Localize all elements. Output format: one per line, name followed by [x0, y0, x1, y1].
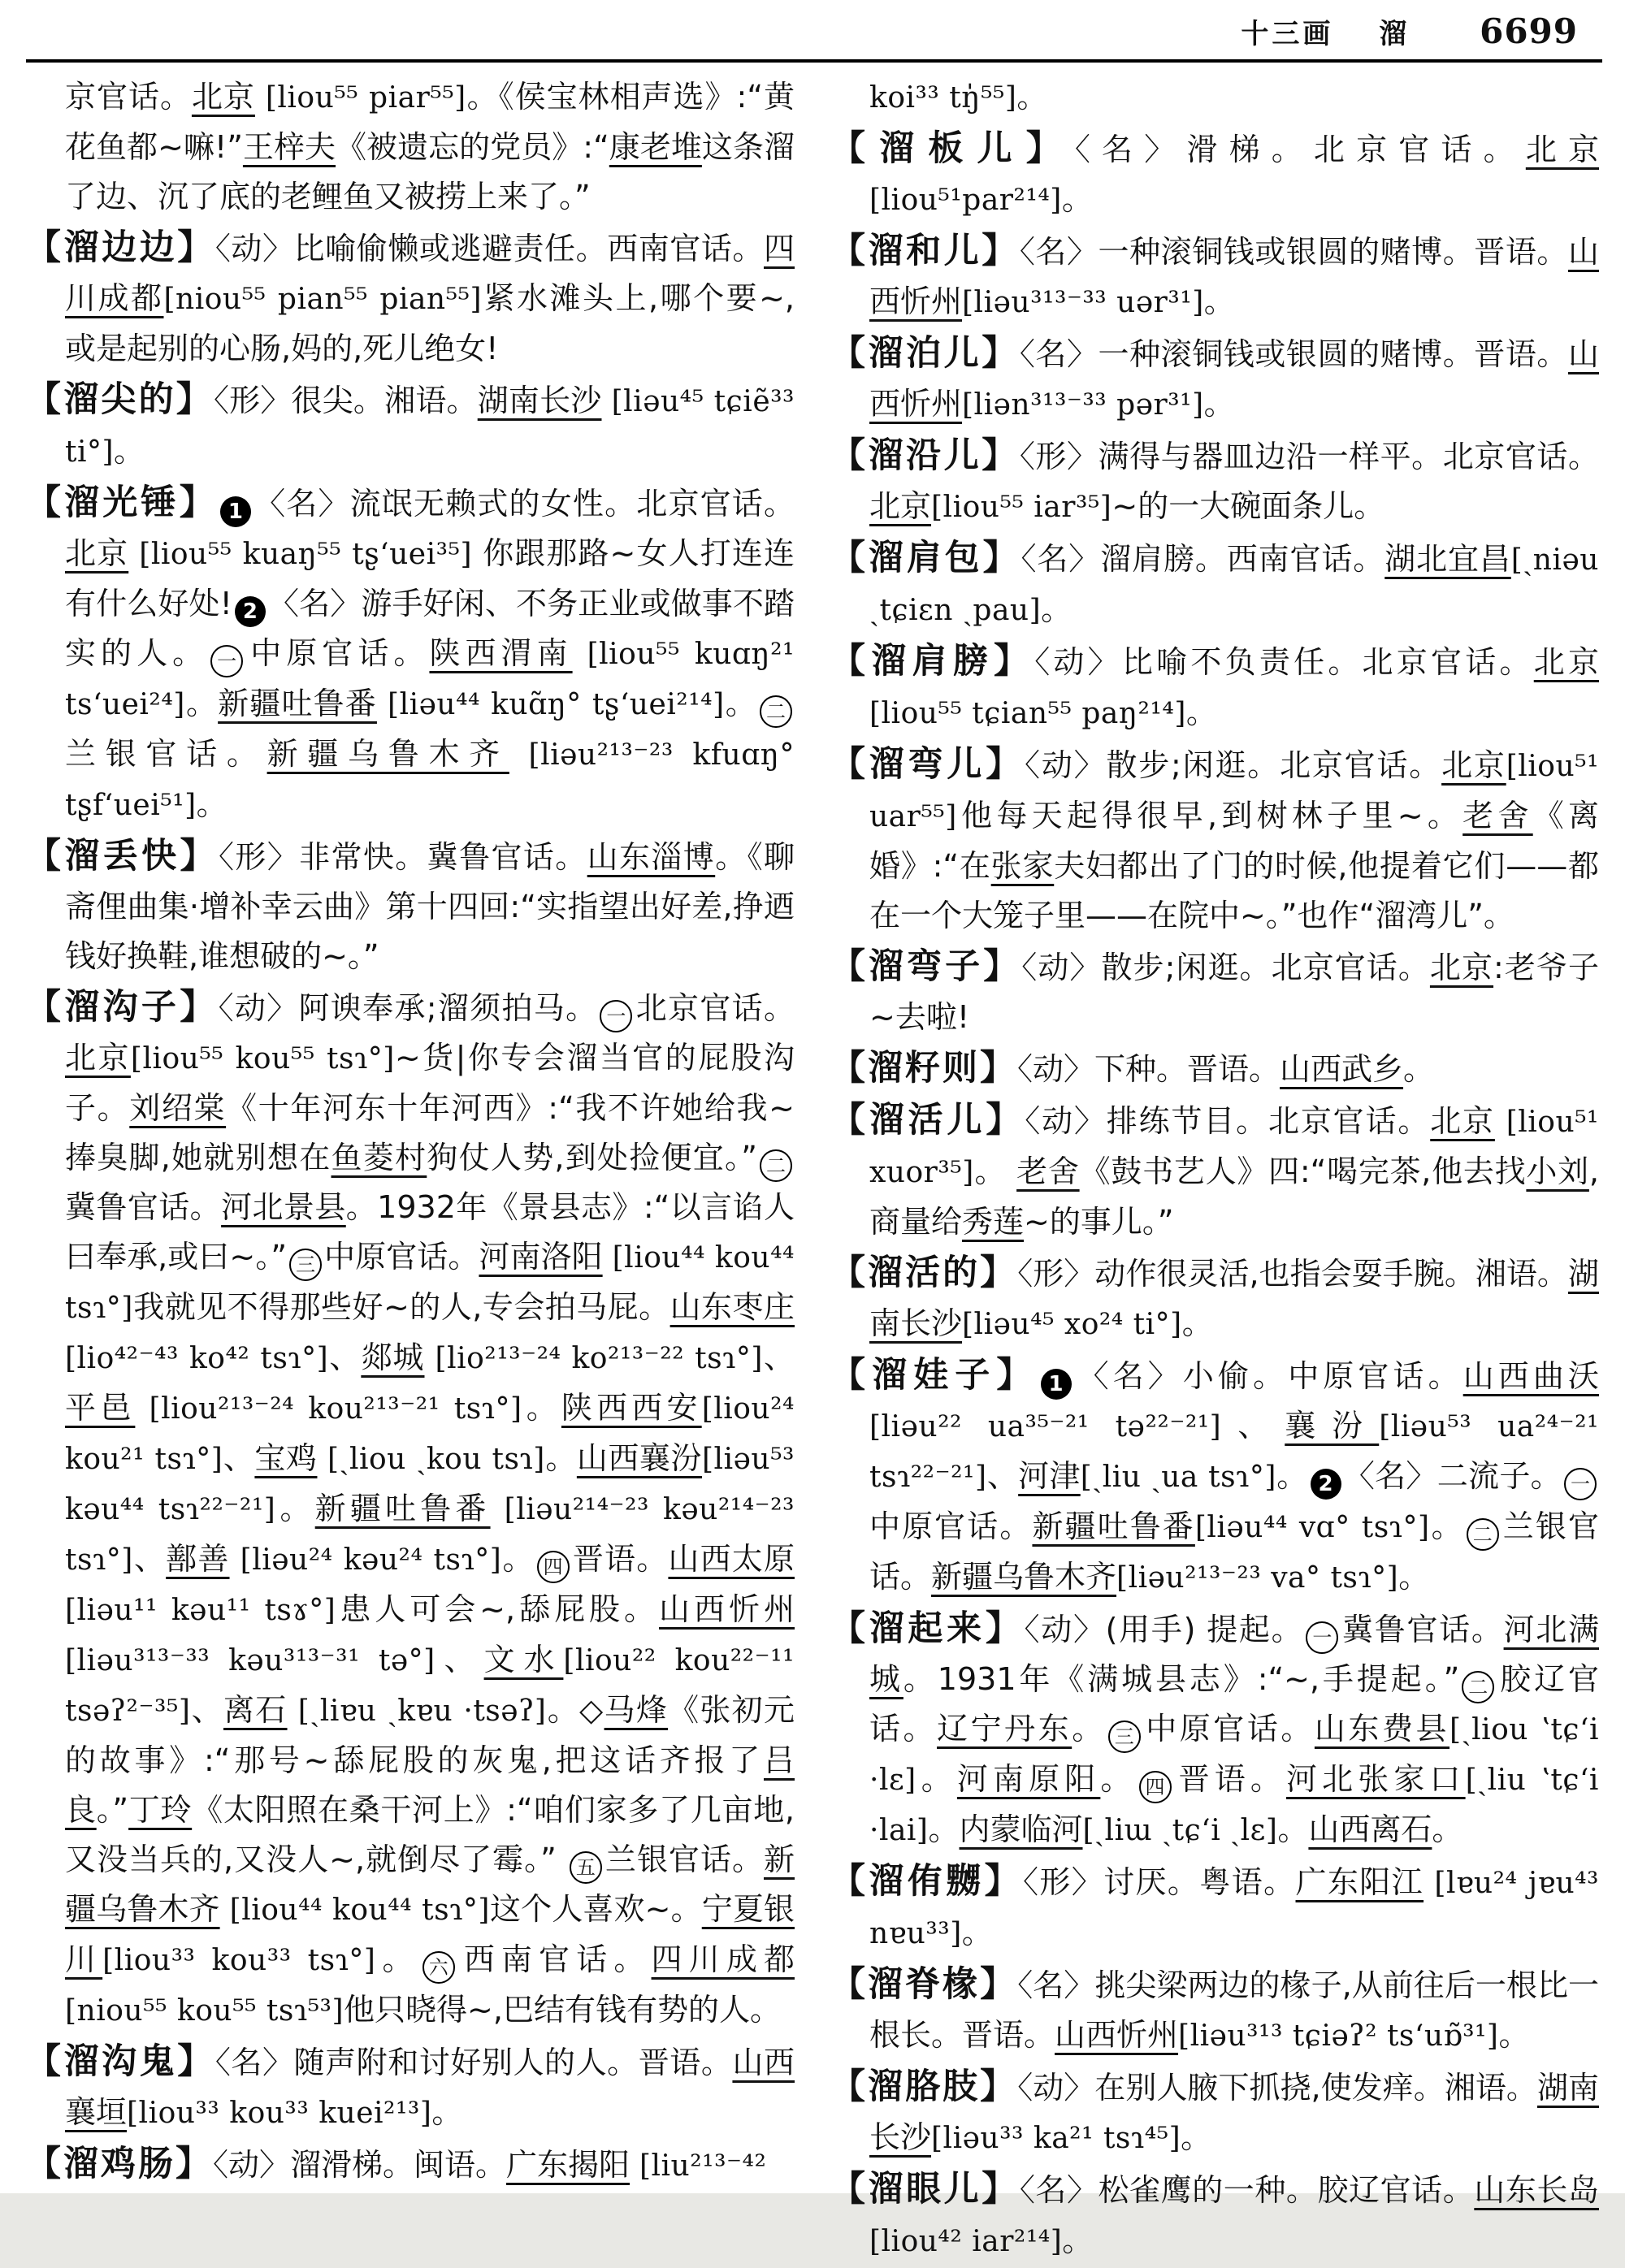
dictionary-entry [26, 832, 795, 981]
ipa-transcription: [liəu²² ua³⁵⁻²¹ tə²²⁻²¹] [869, 1410, 1222, 1443]
proper-noun: 山东淄博 [587, 839, 716, 875]
definition-text: 。 [522, 1390, 561, 1426]
circled-sense-marker: 一 [1564, 1468, 1597, 1500]
ipa-transcription: [liou⁵⁵ iar³⁵] [931, 491, 1112, 524]
definition-text: 〈动〉(用手) 提起。 [1024, 1612, 1304, 1647]
circled-sense-marker: 四 [537, 1551, 570, 1583]
definition-text: 狗仗人势,到处捡便宜。” [427, 1140, 757, 1175]
left-column [26, 71, 795, 2268]
definition-text: 。《侯宝林相声选》:“黄花鱼都~嘛!” [65, 79, 795, 165]
proper-noun: 山西忻州 [1055, 2017, 1179, 2053]
ipa-transcription: [liəu²⁴ kəu²⁴ tsɿ°] [229, 1543, 502, 1577]
definition-text: 紧水滩头上,哪个要~,或是起别的心肠,妈的,死儿绝女! [65, 280, 795, 366]
definition-text: 你跟那路~女人打连连有什么好处! [65, 535, 795, 621]
proper-noun: 刘绍棠 [129, 1090, 227, 1126]
definition-text: 。 [1429, 1508, 1464, 1544]
dictionary-entry [830, 1044, 1599, 1094]
circled-sense-marker: 一 [1306, 1621, 1338, 1654]
ipa-transcription: [liəu³¹³ tɕiəʔ² ts‘uɒ̃³¹] [1178, 2019, 1499, 2053]
proper-noun: 山西武乡 [1280, 1051, 1404, 1087]
proper-noun: 康老堆 [609, 129, 702, 165]
definition-text: 。 [184, 686, 219, 721]
definition-text: 〈名〉小偷。中原官话。 [1073, 1358, 1463, 1394]
dictionary-entry [830, 740, 1599, 941]
definition-text: 冀鲁官话。 [1341, 1612, 1504, 1647]
ipa-transcription: [liəu²¹³⁻²³ va° tsɿ°] [1116, 1561, 1399, 1595]
definition-text: 〈形〉满得与器皿边沿一样平。北京官话。 [1019, 439, 1599, 474]
dictionary-entry [830, 329, 1599, 430]
proper-noun: 新疆乌鲁木齐 [266, 736, 509, 772]
dictionary-entry [26, 2037, 795, 2138]
circled-sense-marker: 二 [1467, 1518, 1499, 1551]
proper-noun: 山西曲沃 [1462, 1358, 1599, 1394]
ipa-transcription: [liou²¹³⁻²⁴ kou²¹³⁻²¹ tsɿ°] [135, 1392, 522, 1426]
dictionary-entry [830, 431, 1599, 532]
definition-text: 。 [1403, 1051, 1435, 1087]
ipa-transcription: [liəu²¹⁴⁻²³ kəu²¹⁴⁻²³ tsɿ°] [65, 1493, 795, 1577]
ipa-transcription: [liəu⁴⁴ vɑ° tsɿ°] [1194, 1511, 1430, 1544]
ipa-transcription: [lɐu²⁴ jɐu⁴³ nɐu³³] [869, 1867, 1599, 1950]
proper-noun: 河南洛阳 [479, 1239, 603, 1275]
dictionary-entry [26, 2140, 795, 2191]
ipa-transcription: [liəu⁴⁵ tɕiẽ³³ ti°] [65, 385, 795, 469]
proper-noun: 秀莲 [962, 1204, 1025, 1240]
definition-text: 〈形〉很尖。湘语。 [213, 383, 478, 418]
ipa-transcription: [liou⁵¹ xuor³⁵] [869, 1106, 1599, 1189]
proper-noun: 北京 [1525, 132, 1599, 167]
definition-text: 我就见不得那些好~的人,专会拍马屁。 [132, 1289, 670, 1325]
proper-noun: 北京 [65, 535, 129, 571]
definition-text: 。 [1185, 695, 1217, 730]
header-rule [26, 59, 1602, 63]
proper-noun: 山西离石 [1308, 1811, 1432, 1847]
ipa-transcription: [liəu⁵³ ua²⁴⁻²¹ tsɿ²²⁻²¹] [869, 1410, 1599, 1494]
definition-text: ~的事儿。” [1024, 1204, 1174, 1240]
proper-noun: 宝鸡 [254, 1440, 318, 1476]
definition-text: 冀鲁官话。 [65, 1189, 222, 1225]
proper-noun: 吕良 [65, 1742, 795, 1828]
definition-text: 、 [328, 1340, 362, 1375]
proper-noun: 丁玲 [128, 1792, 193, 1828]
definition-text: 。 [1398, 1559, 1430, 1595]
sense-number-badge: 1 [1041, 1369, 1072, 1400]
dictionary-entry [830, 1096, 1599, 1247]
definition-text: 、 [132, 1541, 167, 1577]
definition-text: 胶辽官话。 [869, 1661, 1599, 1746]
circled-sense-marker: 二 [760, 695, 792, 728]
definition-text: 〈名〉松雀鹰的一种。胶辽官话。 [1019, 2172, 1475, 2208]
proper-noun: 河北满城 [869, 1612, 1599, 1697]
circled-sense-marker: 一 [210, 645, 243, 677]
sense-number-badge: 2 [1311, 1469, 1341, 1500]
definition-text: ~的一大碗面条儿。 [1112, 488, 1385, 524]
entry-headword: 【溜沿儿】 [830, 435, 1020, 476]
proper-noun: 北京 [191, 79, 255, 115]
definition-text: 他每天起得很早,到树林子里~。 [956, 798, 1463, 833]
dictionary-entry [830, 2165, 1599, 2266]
circled-sense-marker: 三 [1108, 1720, 1141, 1753]
definition-text: 、 [190, 1692, 223, 1728]
ipa-transcription: [liəu³¹³⁻³³ kəu³¹³⁻³¹ tə°] [65, 1644, 436, 1677]
proper-noun: 北京 [869, 488, 932, 524]
definition-text: 《张初元的故事》:“那号~舔屁股的灰鬼,把这话齐报了 [65, 1692, 795, 1778]
ipa-transcription: [lio⁴²⁻⁴³ ko⁴² tsɿ°] [65, 1342, 329, 1375]
definition-text: 〈动〉散步;闲逛。北京官话。 [1021, 950, 1430, 985]
proper-noun: 河南原阳 [956, 1761, 1101, 1797]
proper-noun: 北京 [1429, 950, 1494, 985]
entry-headword: 【溜侑嬲】 [830, 1861, 1023, 1902]
definition-text: 。 [1061, 181, 1093, 217]
definition-text: 晋语。 [1173, 1761, 1286, 1797]
proper-noun: 襄汾 [1285, 1408, 1380, 1443]
definition-text: 、 [986, 1458, 1019, 1494]
definition-text: 。 [1100, 1761, 1137, 1797]
proper-noun: 郯城 [361, 1340, 425, 1375]
entry-headword: 【溜籽则】 [830, 1048, 1017, 1089]
circled-sense-marker: 六 [422, 1951, 455, 1984]
definition-text: 〈动〉阿谀奉承;溜须拍马。 [218, 990, 598, 1026]
definition-text: 〈动〉比喻不负责任。北京官话。 [1034, 644, 1534, 680]
ipa-transcription: [lio²¹³⁻²⁴ ko²¹³⁻²² tsɿ°] [424, 1342, 763, 1375]
dictionary-entry [830, 942, 1599, 1042]
ipa-transcription: [liou³³ kou³³ kuei²¹³] [127, 2097, 432, 2130]
definition-text: 〈动〉溜滑梯。闽语。 [213, 2147, 507, 2183]
definition-text: 。1931年《满城县志》:“~,手提起。” [903, 1661, 1460, 1697]
definition-text: 。 [1072, 1711, 1106, 1746]
proper-noun: 鄯善 [166, 1541, 230, 1577]
entry-headword: 【溜丢快】 [26, 836, 219, 876]
entry-headword: 【溜肩包】 [830, 538, 1021, 578]
definition-text: 中原官话。 [245, 635, 430, 671]
definition-text: 《被遗忘的党员》:“ [336, 129, 609, 165]
definition-text: 患人可会~,舔屁股。 [336, 1591, 660, 1627]
definition-text: 〈形〉非常快。冀鲁官话。 [218, 839, 587, 875]
ipa-transcription: [liou²⁴ kou²¹ tsɿ°] [65, 1392, 795, 1476]
entry-headword: 【溜活的】 [830, 1253, 1018, 1293]
ipa-transcription: [ˏliou ˏkou tsɿ] [317, 1443, 545, 1476]
ipa-transcription: [liəu¹¹ kəu¹¹ tsɤ°] [65, 1594, 336, 1627]
definition-text: 中原官话。 [1142, 1711, 1315, 1746]
ipa-transcription: [liou⁵⁵ tɕian⁵⁵ paŋ²¹⁴] [869, 697, 1186, 730]
dictionary-entry [26, 223, 795, 374]
ipa-transcription: [liou⁴⁴ kou⁴⁴ tsɿ°] [65, 1241, 795, 1325]
definition-text: 晋语。 [571, 1541, 669, 1577]
dictionary-entry [830, 1351, 1599, 1603]
entry-headword: 【溜泊儿】 [830, 333, 1020, 374]
dictionary-entry [830, 1604, 1599, 1855]
definition-text: 。 [973, 1153, 1017, 1189]
definition-text: 兰银官话。 [869, 1508, 1599, 1595]
definition-text: 。1932年《景县志》:“以言谄人曰奉承,或曰~。” [65, 1189, 795, 1275]
definition-text: 。◇ [546, 1692, 604, 1728]
right-column [830, 71, 1599, 2268]
definition-text: 〈形〉讨厌。粤语。 [1022, 1864, 1296, 1900]
definition-text: 〈动〉下种。晋语。 [1017, 1051, 1280, 1087]
ipa-transcription: [liəu³³ ka²¹ tsɿ⁴⁵] [931, 2122, 1181, 2155]
dictionary-entry [830, 227, 1599, 327]
definition-text: 〈动〉比喻偷懒或逃避责任。西南官话。 [214, 231, 764, 266]
proper-noun: 小刘 [1526, 1153, 1589, 1189]
entry-headword: 【溜娃子】 [830, 1355, 1038, 1396]
definition-text: 〈名〉滑梯。北京官话。 [1074, 132, 1526, 167]
dictionary-entry [26, 375, 795, 477]
entry-headword: 【溜活儿】 [830, 1100, 1025, 1140]
definition-text: 。 [1498, 2017, 1530, 2053]
proper-noun: 山东长岛 [1474, 2172, 1599, 2208]
definition-text: 。 [1203, 386, 1235, 422]
definition-text: 。 [196, 786, 228, 822]
definition-text: 〈名〉随声附和讨好别人的人。晋语。 [214, 2045, 733, 2080]
proper-noun: 广东揭阳 [506, 2147, 630, 2183]
definition-text: 北京官话。 [635, 990, 795, 1026]
proper-noun: 河北张家口 [1286, 1761, 1466, 1797]
ipa-transcription: [liou⁵⁵ kuaŋ⁵⁵ tʂ‘uei³⁵] [128, 538, 483, 571]
definition-text: 〈名〉二流子。 [1343, 1458, 1562, 1494]
definition-text: 《十年河东十年河西》:“我不许她给我~捧臭脚,她就别想在 [65, 1090, 795, 1175]
definition-text: 。 [1016, 79, 1048, 115]
dictionary-entry [830, 534, 1599, 635]
proper-noun: 老舍 [1016, 1153, 1080, 1189]
definition-text: ~货|你专会溜当官的屁股沟子。 [65, 1040, 795, 1126]
ipa-transcription: [liou⁵¹par²¹⁴] [869, 184, 1062, 217]
ipa-transcription: [liou⁵⁵ kuɑŋ²¹ ts‘uei²⁴] [65, 638, 795, 721]
definition-text: ,商量给 [869, 1153, 1599, 1240]
definition-text: 〈名〉一种滚铜钱或银圆的赌博。晋语。 [1019, 234, 1568, 270]
proper-noun: 四川成都 [651, 1941, 795, 1977]
definition-text: 《鼓书艺人》四:“喝完茶,他去找 [1079, 1153, 1527, 1189]
definition-text: 、 [762, 1340, 795, 1375]
entry-headword: 【溜鸡肠】 [26, 2144, 213, 2184]
entry-headword: 【溜脊椽】 [830, 1964, 1018, 2005]
entry-headword: 【溜尖的】 [26, 379, 214, 420]
definition-text: 《太阳照在桑干河上》:“咱们家多了几亩地,又没当兵的,又没人~,就倒尽了霉。” [65, 1792, 795, 1877]
definition-text: 。 [916, 1761, 957, 1797]
ipa-transcription: [liou⁵¹ uar⁵⁵] [869, 750, 1599, 833]
ipa-transcription: [ˏliɐu ˏkɐu ·tsəʔ] [287, 1695, 547, 1728]
definition-text: 这个人喜欢~。 [489, 1891, 702, 1927]
sense-number-badge: 2 [235, 596, 266, 627]
definition-text: 。 [1181, 1305, 1213, 1341]
proper-noun: 新疆乌鲁木齐 [931, 1559, 1117, 1595]
circled-sense-marker: 一 [600, 1000, 632, 1032]
ipa-transcription: [liou⁵⁵ kou⁵⁵ tsɿ°] [130, 1042, 395, 1076]
proper-noun: 新疆吐鲁番 [314, 1491, 491, 1526]
circled-sense-marker: 二 [1462, 1671, 1494, 1703]
proper-noun: 离石 [223, 1692, 288, 1728]
proper-noun: 山西襄汾 [576, 1440, 703, 1476]
definition-text: 〈动〉在别人腋下抓挠,使发痒。湘语。 [1017, 2070, 1537, 2106]
definition-text: 中原官话。 [324, 1239, 479, 1275]
entry-headword: 【溜弯子】 [830, 946, 1022, 987]
proper-noun: 张家 [990, 848, 1055, 884]
ipa-transcription: [ˏliɯ ˏtɕ‘i ˏlɛ] [1082, 1814, 1278, 1847]
ipa-transcription: [liəu⁴⁴ kuɑ̃ŋ° tʂ‘uei²¹⁴] [376, 688, 725, 721]
proper-noun: 湖南长沙 [477, 383, 602, 418]
proper-noun: 四川成都 [65, 231, 795, 316]
proper-noun: 王梓夫 [242, 129, 336, 165]
definition-text: 。 [544, 1440, 577, 1476]
definition-text: 。 [501, 1541, 535, 1577]
proper-noun: 辽宁丹东 [937, 1711, 1072, 1746]
ipa-transcription: [liəu⁴⁵ xo²⁴ ti°] [962, 1308, 1182, 1341]
definition-text: 。” [96, 1792, 129, 1828]
proper-noun: 新疆吐鲁番 [1032, 1508, 1195, 1544]
definition-text: 、 [435, 1642, 484, 1677]
ipa-transcription: [liən³¹³⁻³³ pər³¹] [962, 388, 1204, 422]
ipa-transcription: [liəu²¹³⁻²³ kfuɑŋ° tʂf‘uei⁵¹] [65, 738, 795, 822]
header-character: 溜 [1379, 18, 1410, 50]
ipa-transcription: [liu²¹³⁻⁴² [630, 2149, 767, 2183]
definition-text: 〈名〉流氓无赖式的女性。北京官话。 [253, 486, 795, 522]
dictionary-entry [830, 124, 1599, 225]
entry-headword: 【溜板儿】 [830, 128, 1075, 169]
definition-text: 。 [1432, 1811, 1463, 1847]
proper-noun: 文水 [483, 1642, 564, 1677]
dictionary-entry [830, 2062, 1599, 2163]
proper-noun: 北京 [65, 1040, 131, 1076]
circled-sense-marker: 五 [570, 1851, 602, 1884]
page-number: 6699 [1480, 11, 1578, 51]
definition-text: 这条溜了边、沉了底的老鲤鱼又被捞上来了。” [65, 129, 795, 214]
proper-noun: 老舍 [1462, 798, 1533, 833]
proper-noun: 山西忻州 [869, 234, 1599, 319]
proper-noun: 山西忻州 [869, 336, 1599, 422]
ipa-transcription: [ˏliou ʽtɕ‘i ·lɛ] [869, 1713, 1599, 1797]
definition-text: 。 [1062, 2223, 1094, 2258]
definition-text: 夫妇都出了门的时候,他提着它们——都在一个大笼子里——在院中~。”也作“溜湾儿”。 [869, 848, 1599, 933]
dictionary-entry [26, 478, 795, 830]
proper-noun: 湖南长沙 [869, 2070, 1599, 2155]
ipa-transcription: [ˏliu ʽtɕ‘i ·lai] [869, 1764, 1599, 1847]
definition-text: 。《聊斋俚曲集·增补幸云曲》第十四回:“实指望出好差,挣迺钱好换鞋,谁想破的~。” [65, 839, 795, 974]
proper-noun: 湖南长沙 [869, 1256, 1599, 1341]
entry-headword: 【溜边边】 [26, 227, 215, 268]
definition-text: 〈形〉动作很灵活,也指会耍手腕。湘语。 [1017, 1256, 1568, 1292]
ipa-transcription: [ˏniəu ˏtɕiɛn ˏpau] [869, 543, 1599, 627]
definition-text: 。 [1276, 1458, 1308, 1494]
definition-text: 他只晓得~,巴结有钱有势的人。 [344, 1992, 781, 2028]
proper-noun: 山东费县 [1314, 1711, 1450, 1746]
ipa-transcription: [liou⁵⁵ piar⁵⁵] [254, 81, 466, 115]
proper-noun: 山西襄垣 [65, 2045, 795, 2130]
circled-sense-marker: 四 [1139, 1771, 1172, 1803]
proper-noun: 北京 [1430, 1103, 1495, 1139]
header-stroke-section: 十三画 [1241, 18, 1334, 50]
proper-noun: 广东阳江 [1295, 1864, 1424, 1900]
proper-noun: 山东枣庄 [670, 1289, 795, 1325]
ipa-transcription: [liou²² kou²²⁻¹¹ tsəʔ²⁻³⁵] [65, 1644, 795, 1728]
proper-noun: 山西忻州 [659, 1591, 795, 1627]
dictionary-entry [830, 1857, 1599, 1959]
definition-text: 。 [1203, 284, 1235, 319]
proper-noun: 宁夏银川 [65, 1891, 795, 1977]
definition-text: 京官话。 [65, 79, 192, 115]
definition-text: 〈名〉溜肩膀。西南官话。 [1020, 541, 1385, 577]
entry-headword: 【溜光锤】 [26, 483, 218, 523]
ipa-transcription: [liəu³¹³⁻³³ uər³¹] [962, 286, 1204, 319]
proper-noun: 平邑 [65, 1390, 136, 1426]
entry-headword: 【溜弯儿】 [830, 744, 1025, 785]
definition-text: 〈动〉排练节目。北京官话。 [1025, 1103, 1431, 1139]
ipa-transcription: [liəu⁵³ kəu⁴⁴ tsɿ²²⁻²¹] [65, 1443, 795, 1526]
sense-number-badge: 1 [220, 496, 251, 527]
proper-noun: 山西太原 [668, 1541, 795, 1577]
dictionary-entry [26, 983, 795, 2036]
entry-headword: 【溜眼儿】 [830, 2169, 1020, 2210]
ipa-transcription: [niou⁵⁵ kou⁵⁵ tsɿ⁵³] [65, 1994, 344, 2028]
definition-text: 。 [724, 686, 757, 721]
definition-text: 。 [114, 433, 145, 469]
definition-text: 。 [1277, 1811, 1309, 1847]
entry-headword: 【溜沟子】 [26, 987, 219, 1028]
proper-noun: 湖北宜昌 [1384, 541, 1511, 577]
circled-sense-marker: 三 [289, 1249, 322, 1281]
entry-headword: 【溜起来】 [830, 1608, 1025, 1649]
definition-text: 〈名〉一种滚铜钱或银圆的赌博。晋语。 [1019, 336, 1568, 372]
continued-entry-text [26, 72, 795, 222]
definition-text: 。 [1181, 2119, 1212, 2155]
proper-noun: 陕西西安 [561, 1390, 702, 1426]
definition-text: 、 [223, 1440, 255, 1476]
proper-noun: 河北景县 [221, 1189, 346, 1225]
ipa-transcription: [niou⁵⁵ pian⁵⁵ pian⁵⁵] [163, 283, 483, 316]
proper-noun: 北京 [1441, 747, 1506, 783]
definition-text: 。 [275, 1491, 315, 1526]
definition-text: 中原官话。 [869, 1508, 1033, 1544]
entry-headword: 【溜沟鬼】 [26, 2041, 215, 2082]
ipa-transcription: [liou⁴⁴ kou⁴⁴ tsɿ°] [219, 1894, 490, 1927]
text-columns [26, 71, 1602, 2268]
definition-text: 《离婚》:“在 [869, 798, 1599, 884]
ipa-transcription: [ˏliu ˏua tsɿ°] [1080, 1461, 1276, 1494]
definition-text: 。 [961, 1915, 993, 1950]
definition-text: 。 [1041, 591, 1072, 627]
ipa-transcription: koi³³ tŋ̍⁵⁵] [869, 81, 1017, 115]
ipa-transcription: [liou³³ kou³³ tsɿ°] [102, 1944, 376, 1977]
proper-noun: 河津 [1018, 1458, 1081, 1494]
definition-text: :老爷子~去啦! [869, 950, 1600, 1035]
definition-text: 西南官话。 [457, 1941, 652, 1977]
definition-text: 、 [1221, 1408, 1285, 1443]
definition-text: 〈名〉游手好闲、不务正业或做事不踏实的人。 [65, 586, 795, 671]
dictionary-entry [830, 1249, 1599, 1349]
dictionary-entry [830, 1960, 1599, 2061]
circled-sense-marker: 二 [760, 1149, 792, 1182]
proper-noun: 新疆吐鲁番 [218, 686, 377, 721]
definition-text: 〈名〉挑尖梁两边的椽子,从前往后一根比一根长。晋语。 [869, 1967, 1600, 2053]
definition-text: 〈动〉散步;闲逛。北京官话。 [1025, 747, 1442, 783]
entry-headword: 【溜肩膀】 [830, 641, 1035, 682]
definition-text: 。 [375, 1941, 420, 1977]
proper-noun: 鱼菱村 [331, 1140, 427, 1175]
entry-headword: 【溜和儿】 [830, 231, 1020, 271]
page-header [26, 8, 1602, 59]
definition-text: 兰银官话。 [604, 1842, 764, 1877]
entry-headword: 【溜胳肢】 [830, 2067, 1018, 2107]
continued-entry-text [830, 72, 1599, 123]
proper-noun: 北京 [1533, 644, 1599, 680]
proper-noun: 新疆乌鲁木齐 [65, 1842, 795, 1927]
dictionary-entry [830, 637, 1599, 738]
proper-noun: 陕西渭南 [429, 635, 573, 671]
ipa-transcription: [liou⁴² iar²¹⁴] [869, 2225, 1063, 2258]
proper-noun: 内蒙临河 [959, 1811, 1083, 1847]
definition-text: 兰银官话。 [65, 736, 267, 772]
definition-text: 。 [928, 1811, 960, 1847]
definition-text: 。 [431, 2094, 463, 2130]
proper-noun: 马烽 [604, 1692, 669, 1728]
